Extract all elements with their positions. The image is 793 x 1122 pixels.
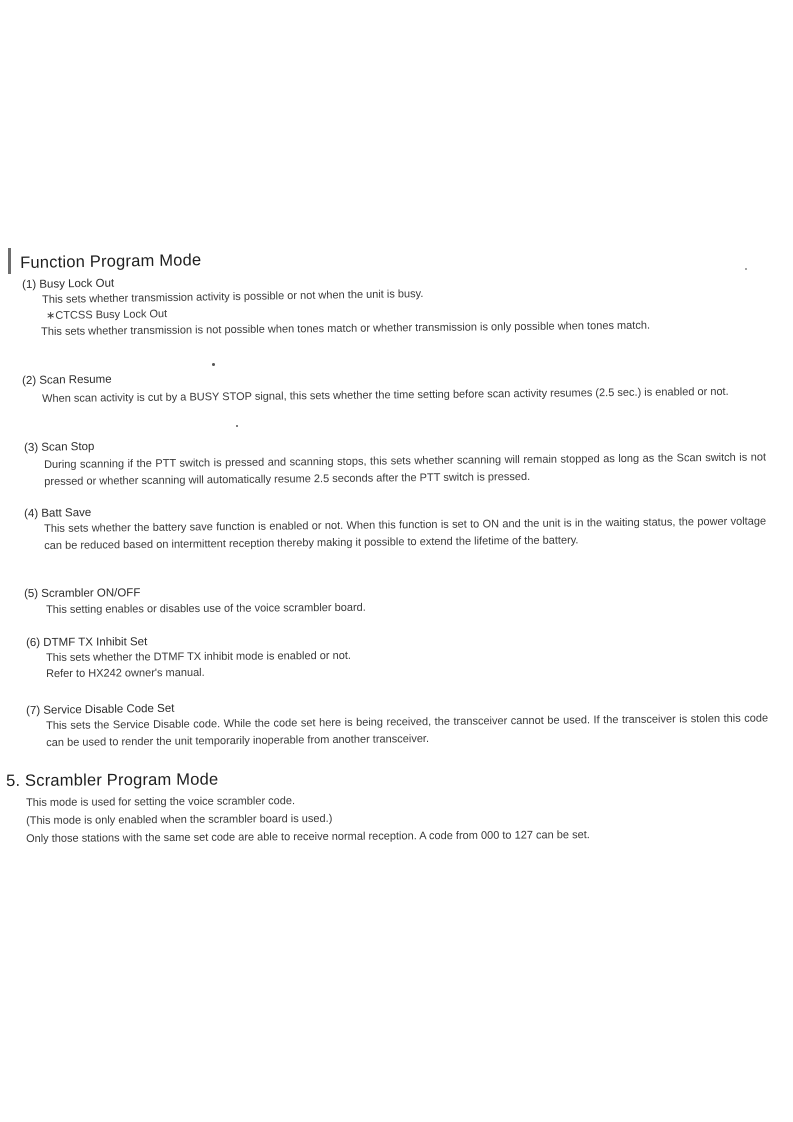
scan-speck <box>236 425 238 427</box>
item-body-scan-resume: When scan activity is cut by a BUSY STOP signal, this sets whether the time setting before scan activity resumes (2.5 sec.) is enabled or not. <box>42 385 729 405</box>
scrambler-line-1: This mode is used for setting the voice scrambler code. <box>26 795 296 809</box>
item-title-scrambler-on-off: (5) Scrambler ON/OFF <box>24 587 141 600</box>
section-title-function-program-mode: Function Program Mode <box>20 251 202 272</box>
section-title-scrambler-program-mode: 5. Scrambler Program Mode <box>6 770 219 790</box>
item-title-service-disable-code-set: (7) Service Disable Code Set <box>26 702 175 717</box>
item-body-dtmf-tx-inhibit-set: This sets whether the DTMF TX inhibit mode is enabled or not. <box>46 649 351 664</box>
item-subtitle-ctcss-busy-lock-out: ∗CTCSS Busy Lock Out <box>46 308 168 322</box>
item-body-dtmf-refer-manual: Refer to HX242 owner's manual. <box>46 666 205 680</box>
scrambler-line-2: (This mode is only enabled when the scrambler board is used.) <box>26 812 333 827</box>
item-title-dtmf-tx-inhibit-set: (6) DTMF TX Inhibit Set <box>26 636 148 649</box>
item-body-scan-stop: During scanning if the PTT switch is pressed and scanning stops, this sets whether scanning will remain stopped as long as the Scan switch is not pressed or whether scanning will automatically resume 2.5 seconds after the PTT switch is pressed. <box>44 451 767 488</box>
scan-speck <box>745 268 747 270</box>
item-title-scan-resume: (2) Scan Resume <box>22 373 112 387</box>
margin-mark <box>8 248 11 274</box>
item-body-busy-lock-out: This sets whether transmission activity is possible or not when the unit is busy. <box>42 288 424 306</box>
item-title-scan-stop: (3) Scan Stop <box>24 440 95 454</box>
item-title-busy-lock-out: (1) Busy Lock Out <box>22 277 115 291</box>
item-body-scrambler-on-off: This setting enables or disables use of the voice scrambler board. <box>46 601 366 616</box>
item-body-batt-save: This sets whether the battery save function is enabled or not. When this function is set to ON and the unit is in the waiting status, the power voltage can be reduced based on intermittent reception thereby making it possible to extend the lifetime of the battery. <box>44 515 767 552</box>
item-body-service-disable-code-set: This sets the Service Disable code. While the code set here is being received, the transceiver cannot be used. If the transceiver is stolen this code can be used to render the unit temporarily inoperable from another transceiver. <box>46 712 769 749</box>
item-subbody-ctcss-busy-lock-out: This sets whether transmission is not possible when tones match or whether transmission is only possible when tones match. <box>41 319 651 338</box>
scan-speck <box>212 363 215 366</box>
item-title-batt-save: (4) Batt Save <box>24 506 92 520</box>
scrambler-line-3: Only those stations with the same set code are able to receive normal reception. A code from 000 to 127 can be set. <box>26 829 590 845</box>
